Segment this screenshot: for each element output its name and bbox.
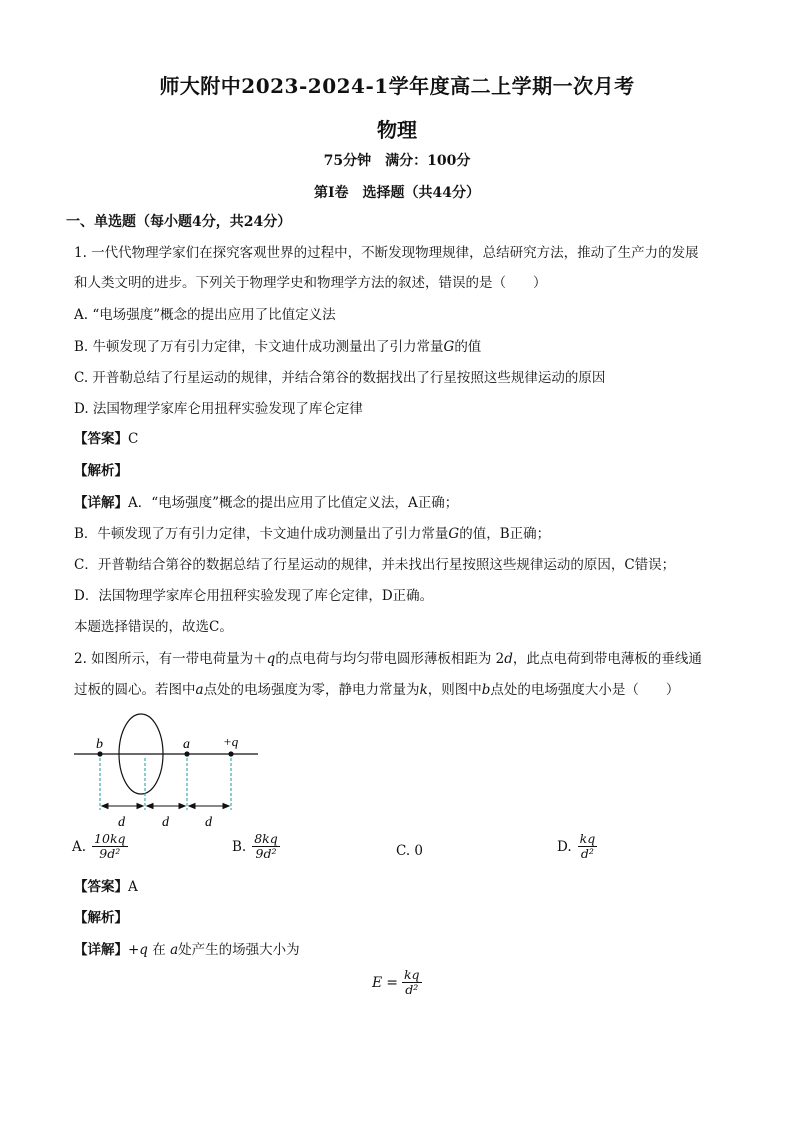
q2-option-a: A. $\frac{10kq}{\text{9d²}}$ xyxy=(72,831,126,861)
field-equation: E = $\frac{kq}{\text{d²}}$ xyxy=(372,967,420,997)
q1-option-b: B. 牛顿发现了万有引力定律，卡文迪什成功测量出了引力常量G的值 xyxy=(74,339,482,355)
q1-detail-b: B．牛顿发现了万有引力定律，卡文迪什成功测量出了引力常量G的值，B正确； xyxy=(74,526,551,542)
q2-option-c: C. 0 xyxy=(396,843,424,859)
charged-plate-diagram xyxy=(70,708,270,832)
q1-detail-a: 【详解】A．“电场强度”概念的提出应用了比值定义法，A正确； xyxy=(74,495,459,511)
q2-answer: 【答案】A xyxy=(74,879,138,895)
subject-title: 物理 xyxy=(377,118,417,142)
label-b: b xyxy=(96,737,103,752)
exam-title: 师大附中2023-2024-1学年度高二上学期一次月考 xyxy=(159,74,635,98)
q2-stem-line2: 过板的圆心。若图中a点处的电场强度为零，静电力常量为k，则图中b点处的电场强度大小是（ ） xyxy=(74,682,680,698)
q2-option-b: B. $\frac{8kq}{\text{9d²}}$ xyxy=(232,831,278,861)
fraction: $\frac{8kq}{\text{9d²}}$ xyxy=(254,831,278,861)
label-charge: +q xyxy=(223,734,239,749)
q1-option-c: C. 开普勒总结了行星运动的规律，并结合第谷的数据找出了行星按照这些规律运动的原因 xyxy=(74,370,606,386)
q2-detail: 【详解】+q 在 a处产生的场强大小为 xyxy=(74,942,300,958)
fraction: $\frac{kq}{\text{d²}}$ xyxy=(403,967,420,997)
label-d1: d xyxy=(118,815,125,830)
fraction: $\frac{10kq}{\text{9d²}}$ xyxy=(94,831,126,861)
section-heading: 一、单选题（每小题4分，共24分） xyxy=(66,214,292,230)
q1-analysis-label: 【解析】 xyxy=(74,463,128,479)
q1-detail-d: D．法国物理学家库仑用扭秤实验发现了库仑定律，D正确。 xyxy=(74,588,434,604)
q1-stem-line2: 和人类文明的进步。下列关于物理学史和物理学方法的叙述，错误的是（ ） xyxy=(74,275,547,291)
label-d2: d xyxy=(162,815,169,830)
exam-meta: 75分钟 满分：100分 xyxy=(323,153,471,169)
fraction: $\frac{kq}{\text{d²}}$ xyxy=(579,831,596,861)
label-a: a xyxy=(183,737,190,752)
point-charge xyxy=(228,751,233,756)
part-heading: 第Ⅰ卷 选择题（共44分） xyxy=(313,185,481,201)
point-a xyxy=(184,751,189,756)
q1-detail-c: C．开普勒结合第谷的数据总结了行星运动的规律，并未找出行星按照这些规律运动的原因，C错误； xyxy=(74,557,676,573)
q2-stem-line1: 2. 如图所示，有一带电荷量为＋q的点电荷与均匀带电圆形薄板相距为 2d，此点电荷到带电薄板的垂线通 xyxy=(74,651,702,667)
q1-answer: 【答案】C xyxy=(74,431,139,447)
q1-conclusion: 本题选择错误的，故选C。 xyxy=(74,619,233,635)
q2-option-d: D. $\frac{kq}{\text{d²}}$ xyxy=(557,831,596,861)
q1-stem-line1: 1. 一代代物理学家们在探究客观世界的过程中，不断发现物理规律，总结研究方法，推动了生产力的发展 xyxy=(74,245,699,261)
q2-analysis-label: 【解析】 xyxy=(74,910,128,926)
q1-option-a: A. “电场强度”概念的提出应用了比值定义法 xyxy=(74,307,336,323)
point-b xyxy=(97,751,102,756)
q1-option-d: D. 法国物理学家库仑用扭秤实验发现了库仑定律 xyxy=(74,401,363,417)
label-d3: d xyxy=(205,815,212,830)
distance-arrows xyxy=(102,804,229,809)
